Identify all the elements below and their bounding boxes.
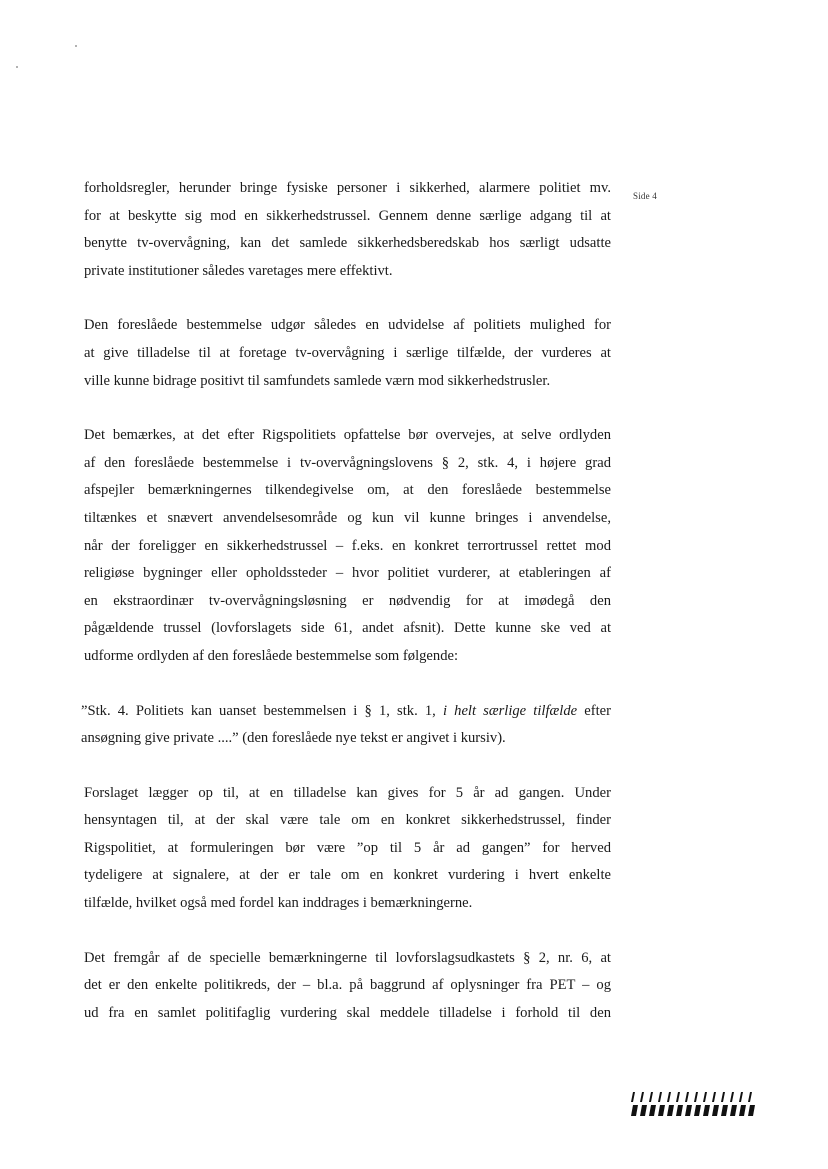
text-line: Forslaget lægger op til, at en tilladelse kan gives for 5 år ad gangen. Under xyxy=(84,784,611,801)
text-line: Rigspolitiet, at formuleringen bør være ”op til 5 år ad gangen” for herved xyxy=(84,839,611,856)
scan-speck xyxy=(16,66,18,68)
page-number-label: Side 4 xyxy=(633,191,657,201)
document-barcode xyxy=(630,1091,760,1117)
text-line: Det bemærkes, at det efter Rigspolitiets opfattelse bør overvejes, at selve ordlyden xyxy=(84,427,611,444)
text-line: en ekstraordinær tv-overvågningsløsning er nødvendig for at imødegå den xyxy=(84,592,611,609)
text-line: hensyntagen til, at der skal være tale om en konkret sikkerhedstrussel, finder xyxy=(84,812,611,829)
text-line xyxy=(81,698,611,726)
quote-text: efter xyxy=(577,702,611,719)
text-line: tydeligere at signalere, at der er tale om en konkret vurdering i hvert enkelte xyxy=(84,867,611,884)
text-line: private institutioner således varetages mere effektivt. xyxy=(84,262,393,279)
text-line: det er den enkelte politikreds, der – bl.a. på baggrund af oplysninger fra PET – og xyxy=(84,977,611,994)
paragraph-5 xyxy=(84,780,611,918)
text-line: religiøse bygninger eller opholdssteder – hvor politiet vurderer, at etableringen af xyxy=(84,565,611,582)
barcode-top-row xyxy=(631,1092,752,1102)
text-line: benytte tv-overvågning, kan det samlede sikkerhedsberedskab hos særligt udsatte xyxy=(84,235,611,252)
text-line: ville kunne bidrage positivt til samfundets samlede værn mod sikkerhedstrusler. xyxy=(84,372,551,389)
text-line: ansøgning give private ....” (den foreslåede nye tekst er angivet i kursiv). xyxy=(81,730,506,747)
text-line: udforme ordlyden af den foreslåede bestemmelse som følgende: xyxy=(84,647,459,664)
text-line: Det fremgår af de specielle bemærkningerne til lovforslagsudkastets § 2, nr. 6, at xyxy=(84,949,611,966)
text-line: tiltænkes et snævert anvendelsesområde og kun vil kunne bringes i anvendelse, xyxy=(84,509,611,526)
scan-speck xyxy=(75,45,77,47)
text-line: for at beskytte sig mod en sikkerhedstrussel. Gennem denne særlige adgang til at xyxy=(84,207,611,224)
quote-text: ”Stk. 4. Politiets kan uanset bestemmelsen i § 1, stk. 1, xyxy=(81,702,443,719)
text-line: pågældende trussel (lovforslagets side 61, andet afsnit). Dette kunne ske ved at xyxy=(84,620,611,637)
text-line: Den foreslåede bestemmelse udgør således en udvidelse af politiets mulighed for xyxy=(84,317,611,334)
paragraph-3 xyxy=(84,422,611,670)
italic-new-text: i helt særlige tilfælde xyxy=(442,702,578,719)
document-body xyxy=(81,175,611,1054)
text-line: ud fra en samlet politifaglig vurdering skal meddele tilladelse i forhold til den xyxy=(84,1004,611,1021)
paragraph-6 xyxy=(84,945,611,1028)
text-line: når der foreligger en sikkerhedstrussel – f.eks. en konkret terrortrussel rettet mod xyxy=(84,537,611,554)
barcode-bottom-row xyxy=(631,1105,755,1116)
paragraph-2 xyxy=(84,312,611,395)
text-line: af den foreslåede bestemmelse i tv-overvågningslovens § 2, stk. 4, i højere grad xyxy=(84,454,611,471)
quoted-proposal xyxy=(81,698,611,753)
text-line: afspejler bemærkningernes tilkendegivelse om, at den foreslåede bestemmelse xyxy=(84,482,611,499)
text-line: forholdsregler, herunder bringe fysiske personer i sikkerhed, alarmere politiet mv. xyxy=(84,180,611,196)
paragraph-1 xyxy=(84,175,611,285)
text-line: tilfælde, hvilket også med fordel kan inddrages i bemærkningerne. xyxy=(84,895,473,912)
text-line: at give tilladelse til at foretage tv-overvågning i særlige tilfælde, der vurderes at xyxy=(84,344,611,361)
